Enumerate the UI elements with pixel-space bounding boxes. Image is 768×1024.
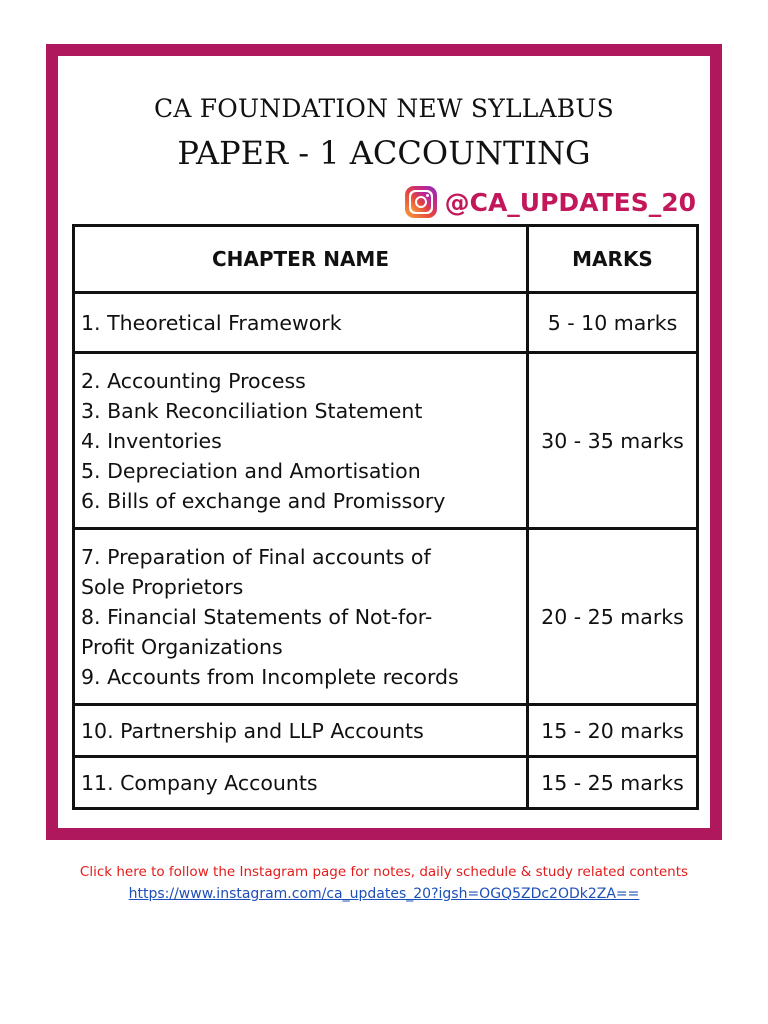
- chapter-cell: [74, 705, 528, 757]
- table-row: [74, 705, 698, 757]
- chapter-name: 2. Accounting Process: [81, 368, 306, 393]
- column-header-marks: MARKS: [528, 226, 698, 293]
- course-title: CA FOUNDATION NEW SYLLABUS: [154, 94, 614, 123]
- follow-note[interactable]: Click here to follow the Instagram page for notes, daily schedule & study related contents: [79, 864, 689, 880]
- chapter-cell: [74, 293, 528, 353]
- chapter-cell: [74, 757, 528, 809]
- marks-cell: 5 - 10 marks: [528, 293, 698, 353]
- instagram-handle-block[interactable]: [405, 186, 696, 218]
- chapter-name: 9. Accounts from Incomplete records: [81, 664, 459, 689]
- table-header-row: [74, 226, 698, 293]
- chapter-name: 4. Inventories: [81, 428, 222, 453]
- instagram-link[interactable]: https://www.instagram.com/ca_updates_20?igsh=OGQ5ZDc2ODk2ZA==: [128, 886, 640, 902]
- page-frame: [46, 44, 722, 840]
- chapter-cell: [74, 353, 528, 529]
- marks-cell: 20 - 25 marks: [528, 529, 698, 705]
- chapter-name: 5. Depreciation and Amortisation: [81, 458, 421, 483]
- column-header-chapter: CHAPTER NAME: [74, 226, 528, 293]
- chapter-name: 8. Financial Statements of Not-for-: [81, 604, 433, 629]
- marks-cell: 30 - 35 marks: [528, 353, 698, 529]
- table-row: [74, 529, 698, 705]
- marks-cell: 15 - 20 marks: [528, 705, 698, 757]
- chapter-cell: [74, 529, 528, 705]
- chapter-name: 11. Company Accounts: [81, 770, 318, 795]
- table-row: [74, 353, 698, 529]
- paper-title: PAPER - 1 ACCOUNTING: [177, 134, 591, 172]
- chapter-name: 6. Bills of exchange and Promissory: [81, 488, 446, 513]
- frame-content: [58, 56, 710, 828]
- chapter-name: 10. Partnership and LLP Accounts: [81, 718, 424, 743]
- instagram-handle: @CA_UPDATES_20: [444, 187, 696, 217]
- chapter-name: Sole Proprietors: [81, 574, 244, 599]
- syllabus-table: [72, 224, 699, 810]
- instagram-icon: [405, 186, 437, 218]
- table-row: [74, 757, 698, 809]
- chapter-name: Profit Organizations: [81, 634, 283, 659]
- chapter-name: 1. Theoretical Framework: [81, 310, 342, 335]
- table-row: [74, 293, 698, 353]
- chapter-name: 3. Bank Reconciliation Statement: [81, 398, 423, 423]
- chapter-name: 7. Preparation of Final accounts of: [81, 544, 431, 569]
- marks-cell: 15 - 25 marks: [528, 757, 698, 809]
